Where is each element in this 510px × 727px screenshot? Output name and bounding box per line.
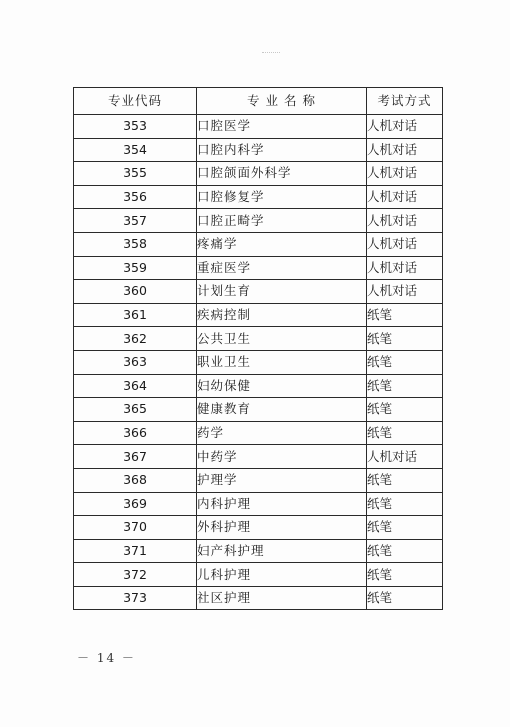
major-code-cell: 372: [74, 563, 197, 587]
major-name-cell: 内科护理: [197, 492, 367, 516]
exam-mode-cell: 人机对话: [367, 185, 443, 209]
table-row: [74, 185, 443, 209]
major-code-cell: 359: [74, 256, 197, 280]
exam-mode-cell: 纸笔: [367, 303, 443, 327]
major-name-cell: 健康教育: [197, 398, 367, 422]
exam-mode-cell: 纸笔: [367, 327, 443, 351]
table-row: [74, 492, 443, 516]
major-code-cell: 373: [74, 586, 197, 610]
table-row: [74, 398, 443, 422]
major-name-cell: 妇产科护理: [197, 539, 367, 563]
exam-mode-cell: 纸笔: [367, 516, 443, 540]
exam-mode-cell: 人机对话: [367, 162, 443, 186]
table-row: [74, 327, 443, 351]
table-row: [74, 468, 443, 492]
exam-mode-cell: 纸笔: [367, 492, 443, 516]
exam-mode-cell: 纸笔: [367, 350, 443, 374]
exam-mode-cell: 人机对话: [367, 256, 443, 280]
exam-mode-cell: 纸笔: [367, 398, 443, 422]
major-code-cell: 366: [74, 421, 197, 445]
exam-mode-cell: 人机对话: [367, 138, 443, 162]
table-row: [74, 280, 443, 304]
header-name: 专 业 名 称: [197, 88, 367, 115]
major-code-cell: 355: [74, 162, 197, 186]
table-row: [74, 374, 443, 398]
major-code-cell: 360: [74, 280, 197, 304]
major-name-cell: 口腔正畸学: [197, 209, 367, 233]
table-row: [74, 445, 443, 469]
exam-mode-cell: 纸笔: [367, 586, 443, 610]
major-name-cell: 妇幼保健: [197, 374, 367, 398]
table-header-row: [74, 88, 443, 115]
exam-mode-cell: 纸笔: [367, 563, 443, 587]
major-name-cell: 护理学: [197, 468, 367, 492]
major-code-cell: 368: [74, 468, 197, 492]
table-row: [74, 256, 443, 280]
exam-mode-cell: 人机对话: [367, 232, 443, 256]
table-row: [74, 232, 443, 256]
exam-mode-cell: 纸笔: [367, 539, 443, 563]
major-name-cell: 疾病控制: [197, 303, 367, 327]
exam-mode-cell: 人机对话: [367, 445, 443, 469]
table-row: [74, 563, 443, 587]
major-name-cell: 社区护理: [197, 586, 367, 610]
major-code-cell: 371: [74, 539, 197, 563]
exam-mode-cell: 人机对话: [367, 280, 443, 304]
table-row: [74, 539, 443, 563]
exam-mode-cell: 纸笔: [367, 421, 443, 445]
major-name-cell: 口腔修复学: [197, 185, 367, 209]
major-code-cell: 365: [74, 398, 197, 422]
major-name-cell: 外科护理: [197, 516, 367, 540]
table-body: [74, 115, 443, 610]
table-row: [74, 516, 443, 540]
major-name-cell: 公共卫生: [197, 327, 367, 351]
major-code-cell: 363: [74, 350, 197, 374]
major-name-cell: 儿科护理: [197, 563, 367, 587]
table-row: [74, 209, 443, 233]
major-name-cell: 疼痛学: [197, 232, 367, 256]
major-name-cell: 口腔颌面外科学: [197, 162, 367, 186]
table-row: [74, 350, 443, 374]
major-name-cell: 口腔内科学: [197, 138, 367, 162]
table-row: [74, 162, 443, 186]
major-name-cell: 中药学: [197, 445, 367, 469]
major-code-cell: 354: [74, 138, 197, 162]
major-code-cell: 358: [74, 232, 197, 256]
table-row: [74, 138, 443, 162]
major-code-cell: 356: [74, 185, 197, 209]
major-code-cell: 367: [74, 445, 197, 469]
exam-mode-cell: 纸笔: [367, 374, 443, 398]
exam-mode-cell: 人机对话: [367, 209, 443, 233]
table-row: [74, 421, 443, 445]
major-code-cell: 364: [74, 374, 197, 398]
exam-mode-cell: 纸笔: [367, 468, 443, 492]
major-name-cell: 职业卫生: [197, 350, 367, 374]
majors-table: [73, 87, 443, 610]
major-code-cell: 362: [74, 327, 197, 351]
header-mode: 考试方式: [367, 88, 443, 115]
table-row: [74, 115, 443, 139]
major-name-cell: 药学: [197, 421, 367, 445]
exam-mode-cell: 人机对话: [367, 115, 443, 139]
major-code-cell: 370: [74, 516, 197, 540]
major-code-cell: 369: [74, 492, 197, 516]
major-name-cell: 计划生育: [197, 280, 367, 304]
major-code-cell: 353: [74, 115, 197, 139]
major-name-cell: 口腔医学: [197, 115, 367, 139]
major-code-cell: 361: [74, 303, 197, 327]
scan-artifact: [262, 52, 280, 56]
page-number: － 14 －: [77, 651, 136, 665]
major-code-cell: 357: [74, 209, 197, 233]
table-row: [74, 586, 443, 610]
header-code: 专业代码: [74, 88, 197, 115]
major-name-cell: 重症医学: [197, 256, 367, 280]
table-row: [74, 303, 443, 327]
